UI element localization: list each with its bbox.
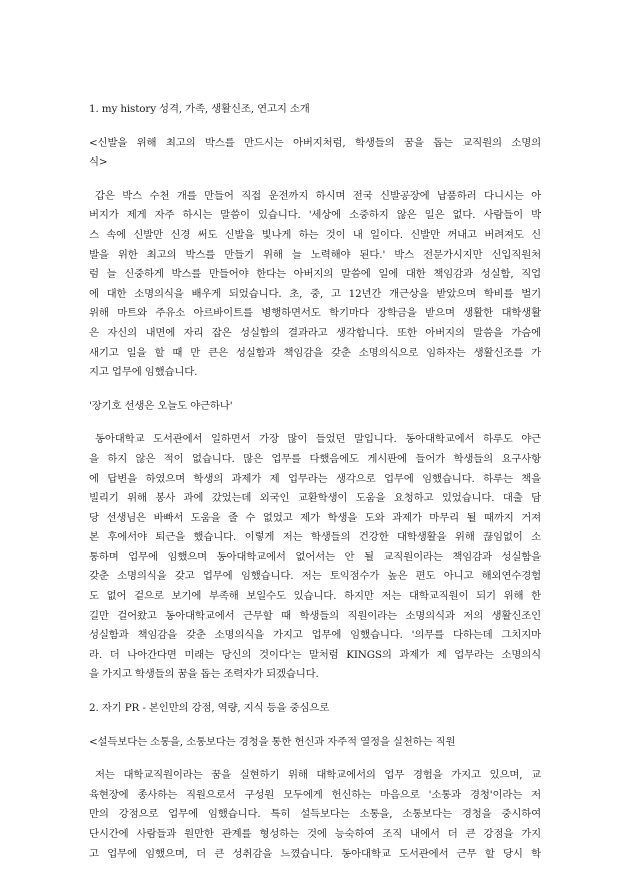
paragraph-line: 저는 대학교직원이라는 꿈을 실현하기 위해 대학교에서의 업무 경험을 가지고 있으며, 교 bbox=[95, 769, 541, 782]
paragraph-line: 을 하지 않은 적이 없습니다. 많은 업무를 다했음에도 게시판에 들어가 학생들의 요구사항 bbox=[89, 452, 541, 465]
subtitle-line: 식> bbox=[89, 156, 108, 169]
paragraph-line: 당 선생님은 바빠서 도움을 줄 수 없었고 제가 학생을 도와 과제가 마무리 될 때까지 거져 bbox=[89, 511, 541, 524]
section-2-heading: 2. 자기 PR - 본인만의 강점, 역량, 지식 등을 중심으로 bbox=[89, 702, 330, 715]
paragraph-line: 도 없어 겉으로 보기에 부족해 보일수도 있습니다. 하지만 저는 대학교직원이 되기 위해 한 bbox=[89, 590, 541, 603]
paragraph-line: 본 후에서야 퇴근을 했습니다. 이렇게 저는 학생들의 건강한 대학생활을 위해 끊임없이 소 bbox=[89, 531, 541, 544]
paragraph-line: 육현장에 종사하는 직원으로서 구성원 모두에게 헌신하는 마음으로 '소통과 경청'이라는 저 bbox=[89, 788, 541, 801]
paragraph-line: 단시간에 사람들과 원만한 관계를 형성하는 것에 능숙하여 조직 내에서 더 큰 강점을 가지 bbox=[89, 828, 541, 840]
paragraph-line: 길만 걸어왔고 동아대학교에서 근무할 때 학생들의 직원이라는 소명의식과 저의 생활신조인 bbox=[89, 609, 541, 622]
quote-title: '장기호 선생은 오늘도 야근하나' bbox=[89, 399, 233, 412]
paragraph-line: 지고 업무에 임했습니다. bbox=[89, 366, 198, 379]
paragraph-line: 에 답변을 하였으며 학생의 과제가 제 업무라는 생각으로 업무에 임했습니다. 하루는 책을 bbox=[89, 472, 541, 485]
section-2-paragraph bbox=[89, 766, 541, 864]
paragraph-line: 발을 위한 최고의 박스를 만들기 위해 늘 노력해야 된다.' 박스 전문가시지만 신입직원처 bbox=[89, 248, 541, 261]
paragraph-line: 새기고 일을 할 때 만 큰은 성실함과 책임감을 갖춘 소명의식으로 임하자는 생활신조를 가 bbox=[89, 346, 541, 359]
document-body bbox=[89, 100, 541, 864]
paragraph-line: 성실함과 책임감을 갖춘 소명의식을 가지고 업무에 임했습니다. '의무를 다하는데 그치지마 bbox=[89, 629, 541, 642]
paragraph-line: 은 자신의 내면에 자리 잡은 성실함의 결과라고 생각합니다. 또한 아버지의 말씀을 가슴에 bbox=[89, 326, 541, 339]
section-2-subtitle: <설득보다는 소통을, 소통보다는 경청을 통한 헌신과 자주적 열정을 실천하는 직원 bbox=[89, 735, 456, 748]
paragraph-line: 고 업무에 임했으며, 더 큰 성취감을 느꼈습니다. 동아대학교 도서관에서 근무 할 당시 학 bbox=[89, 847, 541, 860]
paragraph-line: 버지가 제게 자주 하시는 말씀이 있습니다. '세상에 소중하지 않은 일은 없다. 사람들이 박 bbox=[89, 209, 541, 222]
section-1-heading: 1. my history 성격, 가족, 생활신조, 연고지 소개 bbox=[89, 103, 310, 115]
paragraph-line: 스 속에 신발만 신경 써도 신발을 빛나게 하는 것이 내 일이다. 신발만 꺼내고 버려져도 신 bbox=[89, 228, 541, 241]
paragraph-line: 라. 더 나아간다면 미래는 당신의 것이다'는 말처럼 KINGS의 과제가 제 업무라는 소명의식 bbox=[89, 648, 541, 661]
paragraph-line: 만의 강점으로 업무에 임했습니다. 특히 설득보다는 소통을, 소통보다는 경청을 중시하여 bbox=[89, 808, 541, 821]
paragraph-line: 빌리기 위해 봉사 과에 갔었는데 외국인 교환학생이 도움을 요청하고 있었습니다. 대출 담 bbox=[89, 492, 541, 505]
section-1-paragraph-1 bbox=[89, 187, 541, 383]
section-1-subtitle bbox=[89, 134, 541, 173]
paragraph-line: 동아대학교 도서관에서 일하면서 가장 많이 들었던 말입니다. 동아대학교에서 하루도 야근 bbox=[95, 433, 541, 446]
paragraph-line: 갖춘 소명의식을 갖고 업무에 임했습니다. 저는 토익점수가 높은 편도 아니고 해외연수경험 bbox=[89, 570, 541, 583]
paragraph-line: 을 가지고 학생들의 꿈을 돕는 조력자가 되겠습니다. bbox=[89, 668, 319, 681]
paragraph-line: 럼 늘 신중하게 박스를 만들어야 한다는 아버지의 말씀에 일에 대한 책임감과 성실함, 직업 bbox=[89, 268, 541, 281]
paragraph-line: 에 대한 소명의식을 배우게 되었습니다. 초, 중, 고 12년간 개근상을 받았으며 학비를 벌기 bbox=[89, 287, 541, 300]
paragraph-line: 갑은 박스 수천 개를 만들어 직접 운전까지 하시며 전국 신발공장에 납품하러 다니시는 아 bbox=[95, 189, 541, 202]
paragraph-line: 통하며 업무에 임했으며 동아대학교에서 없어서는 안 될 교직원이라는 책임감과 성실함을 bbox=[89, 550, 541, 563]
paragraph-line: 위해 마트와 주유소 아르바이트를 병행하면서도 학기마다 장학금을 받으며 생활한 대학생활 bbox=[89, 307, 541, 320]
subtitle-line: <신발을 위해 최고의 박스를 만드시는 아버지처럼, 학생들의 꿈을 돕는 교직원의 소명의 bbox=[89, 136, 541, 149]
section-1-paragraph-2 bbox=[89, 430, 541, 685]
